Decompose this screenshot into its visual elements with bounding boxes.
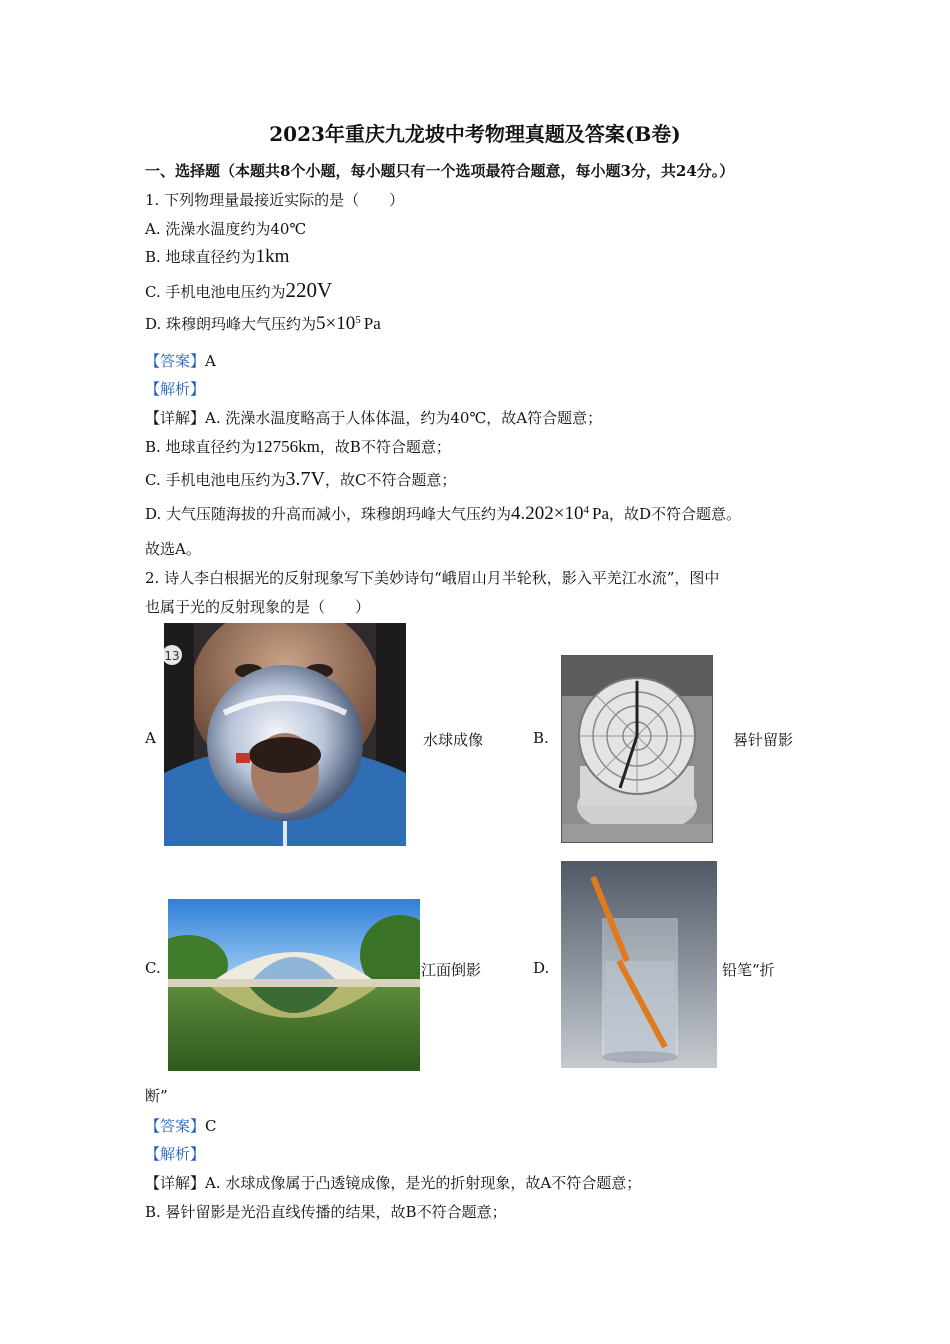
q1-detail-d [145, 503, 741, 525]
q1-answer [145, 350, 216, 371]
q2-detail-a [145, 1172, 641, 1193]
q1-detail-d-suffix: ，故D不符合题意。 [609, 505, 742, 523]
q2-stem-line1: 2. 诗人李白根据光的反射现象写下美妙诗句“峨眉山月半轮秋，影入平羌江水流”，图中 [145, 569, 720, 587]
q1-option-d-text: D. 珠穆朗玛峰大气压约为 [145, 315, 317, 333]
q1-option-b [145, 246, 289, 268]
q1-option-c-text: C. 手机电池电压约为 [145, 283, 286, 301]
bridge-reflection-photo [168, 899, 420, 1071]
q2-option-a-caption: 水球成像 [423, 731, 484, 749]
q1-option-c-math: 220V [285, 278, 333, 302]
q1-stem: 1. 下列物理量最接近实际的是（ ） [145, 191, 405, 209]
q1-detail-b-math: 12756km [255, 437, 320, 456]
q1-option-b-math: 1km [255, 246, 290, 267]
q2-detail-a-text: A. 水球成像属于凸透镜成像，是光的折射现象，故A不符合题意； [205, 1174, 642, 1192]
q1-detail-c-math: 3.7V [285, 468, 325, 490]
q1-detail-c-text: C. 手机电池电压约为 [145, 471, 286, 489]
q2-option-a-letter: A [145, 729, 156, 747]
q1-detail-c-suffix: ，故C不符合题意； [324, 471, 457, 489]
q1-option-c [145, 278, 332, 303]
sundial-photo [561, 655, 713, 843]
q2-option-d-caption: 铅笔“折 [722, 961, 775, 979]
detail-tag: 【详解】 [145, 409, 206, 427]
q2-option-b-letter: B. [533, 729, 549, 747]
q1-option-b-text: B. 地球直径约为 [145, 248, 256, 266]
page-title: 2023年重庆九龙坡中考物理真题及答案(B卷) [269, 122, 681, 146]
q1-detail-d-math-base: 4.202×10 [511, 503, 584, 524]
q1-detail-d-text: D. 大气压随海拔的升高而减小，珠穆朗玛峰大气压约为 [145, 505, 512, 523]
q1-detail-b [145, 436, 451, 457]
q2-option-d-letter: D. [533, 959, 550, 977]
q2-stem-line2: 也属于光的反射现象的是（ ） [145, 598, 371, 616]
q1-detail-a [145, 407, 602, 428]
q2-option-c-letter: C. [145, 959, 161, 977]
q2-answer [145, 1115, 217, 1136]
detail-tag: 【详解】 [145, 1174, 206, 1192]
q1-conclusion: 故选A。 [145, 540, 201, 558]
section-heading: 一、选择题（本题共8个小题，每小题只有一个选项最符合题意，每小题3分，共24分。） [145, 162, 735, 180]
photo-badge: 13 [164, 649, 180, 663]
answer-value: C [205, 1117, 217, 1135]
q1-option-d [145, 313, 381, 335]
q1-option-d-math-unit: Pa [363, 314, 381, 333]
q1-detail-b-text: B. 地球直径约为 [145, 438, 256, 456]
q1-option-d-math-exp: 5 [355, 314, 361, 326]
q1-detail-d-math-unit: Pa [592, 504, 609, 523]
q1-detail-b-suffix: ，故B不符合题意； [319, 438, 451, 456]
answer-tag: 【答案】 [145, 352, 206, 370]
q2-option-c-caption: 江面倒影 [421, 961, 482, 979]
answer-tag: 【答案】 [145, 1117, 206, 1135]
q1-detail-c [145, 468, 456, 491]
q1-option-a: A. 洗澡水温度约为40℃ [145, 220, 307, 238]
analysis-tag: 【解析】 [145, 380, 206, 398]
q2-option-b-caption: 晷针留影 [733, 731, 794, 749]
q1-option-d-math-base: 5×10 [316, 313, 356, 334]
pencil-in-water-photo [561, 861, 717, 1068]
water-ball-photo [164, 623, 406, 846]
analysis-tag: 【解析】 [145, 1145, 206, 1163]
answer-value: A [205, 352, 216, 370]
q1-detail-d-math-exp: 4 [583, 504, 589, 516]
q2-detail-b: B. 晷针留影是光沿直线传播的结果，故B不符合题意； [145, 1203, 507, 1221]
q1-detail-a-text: A. 洗澡水温度略高于人体体温，约为40℃，故A符合题意； [205, 409, 603, 427]
q2-option-d-caption-continued: 断” [145, 1087, 168, 1105]
